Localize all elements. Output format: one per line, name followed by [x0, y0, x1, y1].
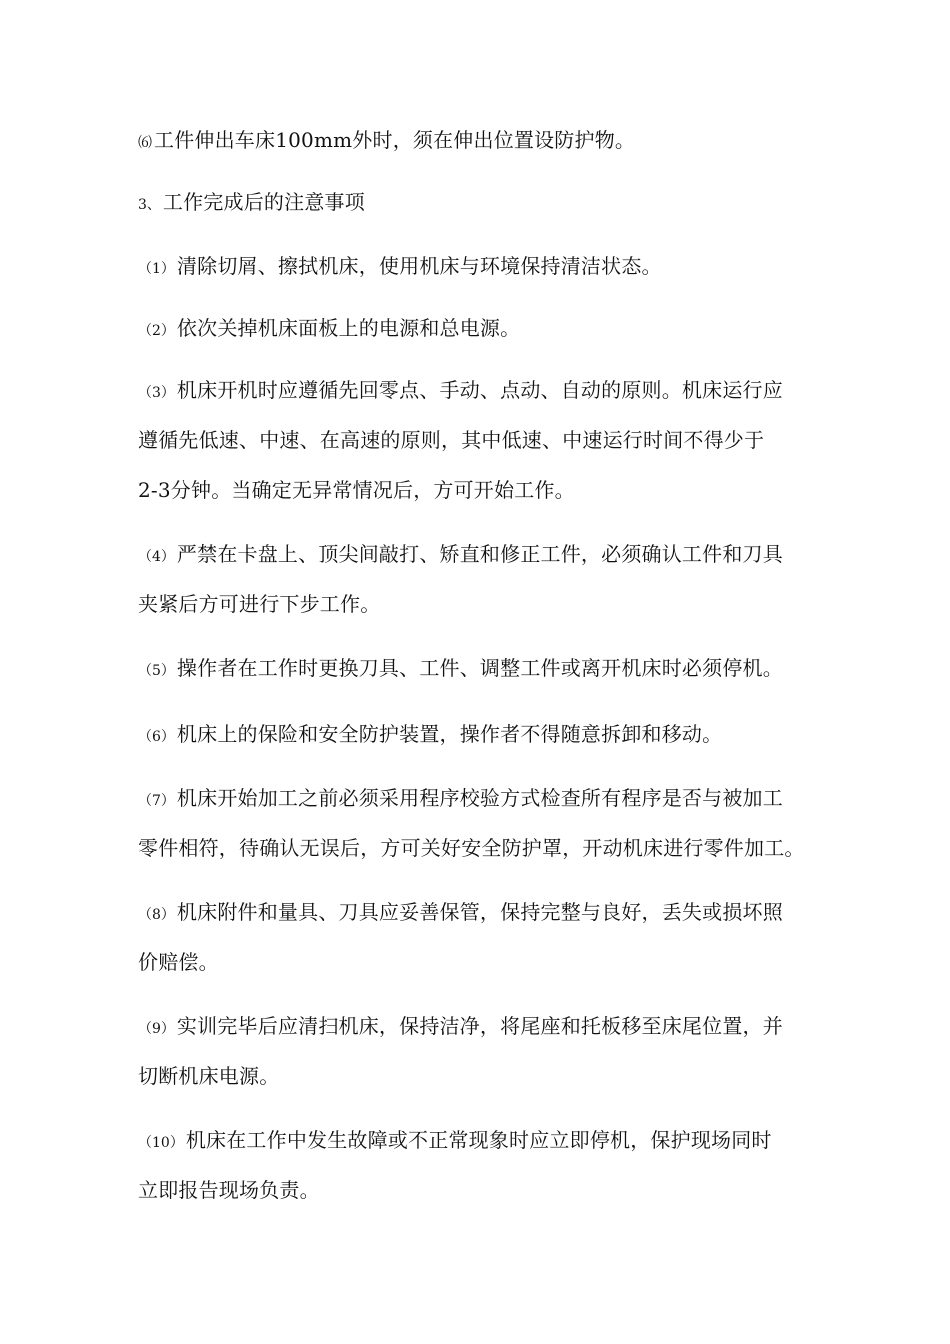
- section-title: 工作完成后的注意事项: [162, 190, 365, 214]
- item-7-line-1: [138, 786, 838, 813]
- section-number: 3、: [138, 197, 161, 213]
- item-number: （10）: [138, 1135, 184, 1151]
- paragraph-6-line-1: [138, 128, 838, 155]
- item-number: （4）: [138, 549, 175, 565]
- item-number: （6）: [138, 729, 175, 745]
- item-number: （1）: [138, 261, 175, 277]
- item-1-line-1: [138, 254, 838, 281]
- item-3-line-2: 遵循先低速、中速、在高速的原则，其中低速、中速运行时间不得少于: [138, 428, 765, 452]
- item-5-line-1: [138, 656, 838, 683]
- item-9-line-1: [138, 1014, 838, 1041]
- item-text: 机床上的保险和安全防护装置，操作者不得随意拆卸和移动。: [176, 722, 723, 746]
- paragraph-text: 工件伸出车床100mm外时，须在伸出位置设防护物。: [154, 128, 636, 152]
- item-10-line-2: 立即报告现场负责。: [138, 1178, 320, 1202]
- item-text: 机床开机时应遵循先回零点、手动、点动、自动的原则。机床运行应: [176, 378, 783, 402]
- item-4-line-1: [138, 542, 838, 569]
- item-text: 操作者在工作时更换刀具、工件、调整工件或离开机床时必须停机。: [176, 656, 783, 680]
- item-text: 实训完毕后应清扫机床，保持洁净，将尾座和托板移至床尾位置，并: [176, 1014, 783, 1038]
- item-number: （2）: [138, 323, 175, 339]
- item-text: 机床附件和量具、刀具应妥善保管，保持完整与良好，丢失或损坏照: [176, 900, 783, 924]
- item-8-line-1: [138, 900, 838, 927]
- item-text: 严禁在卡盘上、顶尖间敲打、矫直和修正工件，必须确认工件和刀具: [176, 542, 783, 566]
- item-9-line-2: 切断机床电源。: [138, 1064, 280, 1088]
- item-4-line-2: 夹紧后方可进行下步工作。: [138, 592, 381, 616]
- item-10-line-1: [138, 1128, 838, 1155]
- item-2-line-1: [138, 316, 838, 343]
- item-number: （3）: [138, 385, 175, 401]
- item-3-line-3: 2-3分钟。当确定无异常情况后，方可开始工作。: [138, 478, 575, 502]
- item-text: 清除切屑、擦拭机床，使用机床与环境保持清洁状态。: [176, 254, 662, 278]
- item-text: 机床在工作中发生故障或不正常现象时应立即停机，保护现场同时: [185, 1128, 772, 1152]
- item-text: 依次关掉机床面板上的电源和总电源。: [176, 316, 521, 340]
- item-number: （7）: [138, 793, 175, 809]
- item-text: 机床开始加工之前必须采用程序校验方式检查所有程序是否与被加工: [176, 786, 783, 810]
- section-3-heading: [138, 190, 838, 217]
- item-3-line-1: [138, 378, 838, 405]
- item-number: （8）: [138, 907, 175, 923]
- item-8-line-2: 价赔偿。: [138, 950, 219, 974]
- item-6-line-1: [138, 722, 838, 749]
- item-number: （5）: [138, 663, 175, 679]
- item-number: （9）: [138, 1021, 175, 1037]
- paragraph-number: ⑹: [138, 135, 152, 151]
- item-7-line-2: 零件相符，待确认无误后，方可关好安全防护罩，开动机床进行零件加工。: [138, 836, 805, 860]
